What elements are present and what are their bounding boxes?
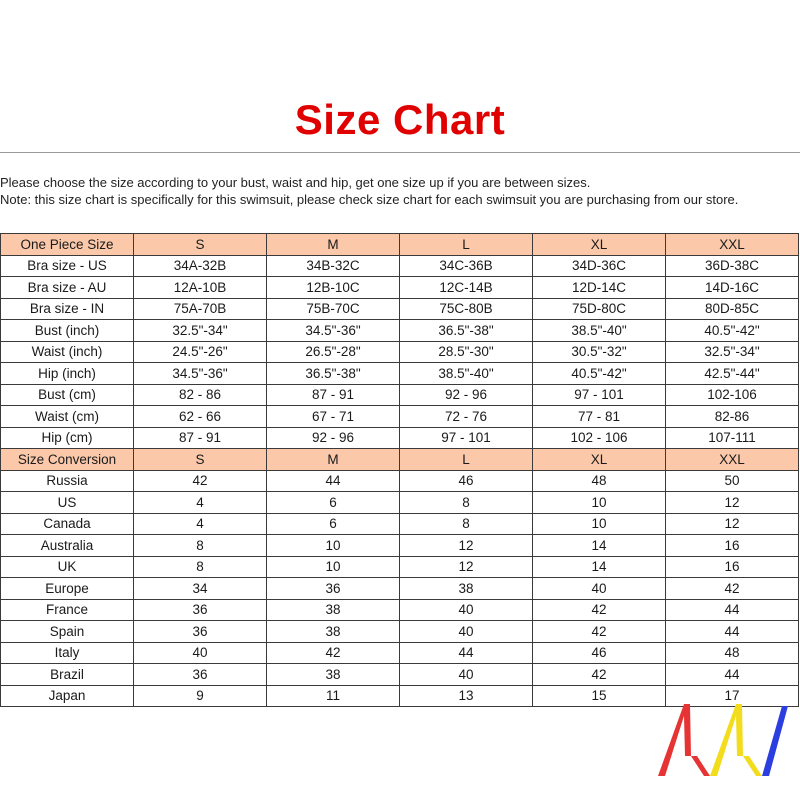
table-cell: 40 xyxy=(400,664,533,686)
note-line-2: Note: this size chart is specifically for this swimsuit, please check size chart for each swimsuit you are purchasing from our store. xyxy=(0,192,739,207)
row-label-cell: Italy xyxy=(1,642,134,664)
table-cell: 32.5"-34" xyxy=(134,320,267,342)
row-label-cell: Canada xyxy=(1,513,134,535)
table-row xyxy=(1,320,799,342)
table-cell: 34B-32C xyxy=(267,255,400,277)
zigzag-logo-icon xyxy=(654,698,790,782)
table-row xyxy=(1,341,799,363)
table-cell: 36D-38C xyxy=(666,255,799,277)
table-cell: 72 - 76 xyxy=(400,406,533,428)
title-divider xyxy=(0,152,800,153)
table-cell: 50 xyxy=(666,470,799,492)
logo-red-tail xyxy=(691,756,710,776)
table-cell: 38 xyxy=(267,664,400,686)
table-cell: 44 xyxy=(666,621,799,643)
logo-yellow-tail xyxy=(743,756,762,776)
table-cell: 10 xyxy=(267,556,400,578)
table-cell: 40 xyxy=(533,578,666,600)
table-cell: 38 xyxy=(267,621,400,643)
size-header-cell: S xyxy=(134,449,267,471)
logo-blue-stroke xyxy=(762,706,788,776)
table-cell: 12D-14C xyxy=(533,277,666,299)
table-cell: 8 xyxy=(134,535,267,557)
row-label-cell: Bra size - US xyxy=(1,255,134,277)
table-cell: 8 xyxy=(400,492,533,514)
table-row xyxy=(1,492,799,514)
size-header-cell: M xyxy=(267,449,400,471)
size-chart-table xyxy=(0,233,799,707)
table-cell: 97 - 101 xyxy=(400,427,533,449)
table-cell: 24.5"-26" xyxy=(134,341,267,363)
table-cell: 15 xyxy=(533,685,666,707)
table-cell: 48 xyxy=(533,470,666,492)
table-row xyxy=(1,406,799,428)
table-cell: 40 xyxy=(400,599,533,621)
instruction-line-1: Please choose the size according to your bust, waist and hip, get one size up if you are between sizes. xyxy=(0,175,591,190)
table-cell: 102-106 xyxy=(666,384,799,406)
table-cell: 34.5"-36" xyxy=(134,363,267,385)
table-row xyxy=(1,599,799,621)
table-cell: 34C-36B xyxy=(400,255,533,277)
table-row xyxy=(1,363,799,385)
table-cell: 38 xyxy=(267,599,400,621)
size-header-cell: L xyxy=(400,234,533,256)
table-cell: 17 xyxy=(666,685,799,707)
row-label-cell: Bra size - IN xyxy=(1,298,134,320)
table-cell: 12 xyxy=(400,535,533,557)
table-cell: 30.5"-32" xyxy=(533,341,666,363)
row-label-cell: Waist (inch) xyxy=(1,341,134,363)
row-label-cell: Waist (cm) xyxy=(1,406,134,428)
table-cell: 8 xyxy=(400,513,533,535)
table-cell: 38 xyxy=(400,578,533,600)
table-cell: 48 xyxy=(666,642,799,664)
table-cell: 107-111 xyxy=(666,427,799,449)
table-row xyxy=(1,255,799,277)
table-cell: 8 xyxy=(134,556,267,578)
table-cell: 44 xyxy=(400,642,533,664)
table-cell: 42 xyxy=(533,664,666,686)
page-title: Size Chart xyxy=(294,96,506,143)
table-cell: 40 xyxy=(400,621,533,643)
table-cell: 34D-36C xyxy=(533,255,666,277)
table-cell: 75C-80B xyxy=(400,298,533,320)
size-chart-body xyxy=(1,234,799,707)
table-cell: 42 xyxy=(533,621,666,643)
size-header-cell: XL xyxy=(533,234,666,256)
table-cell: 82 - 86 xyxy=(134,384,267,406)
table-cell: 40 xyxy=(134,642,267,664)
table-cell: 42 xyxy=(533,599,666,621)
table-cell: 4 xyxy=(134,513,267,535)
header-label-cell: One Piece Size xyxy=(1,234,134,256)
table-row xyxy=(1,556,799,578)
row-label-cell: Bra size - AU xyxy=(1,277,134,299)
table-cell: 67 - 71 xyxy=(267,406,400,428)
table-cell: 36.5"-38" xyxy=(400,320,533,342)
size-header-cell: S xyxy=(134,234,267,256)
table-cell: 102 - 106 xyxy=(533,427,666,449)
table-cell: 87 - 91 xyxy=(267,384,400,406)
row-label-cell: Hip (inch) xyxy=(1,363,134,385)
table-cell: 34.5"-36" xyxy=(267,320,400,342)
table-cell: 42 xyxy=(134,470,267,492)
table-cell: 14D-16C xyxy=(666,277,799,299)
table-cell: 40.5"-42" xyxy=(533,363,666,385)
row-label-cell: Europe xyxy=(1,578,134,600)
size-header-row xyxy=(1,234,799,256)
table-cell: 36.5"-38" xyxy=(267,363,400,385)
table-cell: 12 xyxy=(666,492,799,514)
table-cell: 44 xyxy=(267,470,400,492)
row-label-cell: UK xyxy=(1,556,134,578)
row-label-cell: Russia xyxy=(1,470,134,492)
instructions xyxy=(0,174,800,208)
table-cell: 14 xyxy=(533,556,666,578)
row-label-cell: France xyxy=(1,599,134,621)
table-row xyxy=(1,535,799,557)
header-label-cell: Size Conversion xyxy=(1,449,134,471)
table-cell: 46 xyxy=(400,470,533,492)
row-label-cell: Brazil xyxy=(1,664,134,686)
table-cell: 36 xyxy=(267,578,400,600)
table-row xyxy=(1,427,799,449)
table-cell: 10 xyxy=(267,535,400,557)
table-row xyxy=(1,298,799,320)
table-cell: 6 xyxy=(267,492,400,514)
row-label-cell: Spain xyxy=(1,621,134,643)
table-cell: 40.5"-42" xyxy=(666,320,799,342)
table-row xyxy=(1,513,799,535)
size-header-cell: XL xyxy=(533,449,666,471)
table-cell: 38.5"-40" xyxy=(400,363,533,385)
row-label-cell: US xyxy=(1,492,134,514)
table-cell: 36 xyxy=(134,621,267,643)
table-cell: 32.5"-34" xyxy=(666,341,799,363)
conversion-header-row xyxy=(1,449,799,471)
row-label-cell: Australia xyxy=(1,535,134,557)
table-cell: 42 xyxy=(666,578,799,600)
table-cell: 34 xyxy=(134,578,267,600)
table-cell: 12C-14B xyxy=(400,277,533,299)
table-cell: 34A-32B xyxy=(134,255,267,277)
table-cell: 12 xyxy=(666,513,799,535)
table-cell: 36 xyxy=(134,599,267,621)
table-cell: 46 xyxy=(533,642,666,664)
table-cell: 75B-70C xyxy=(267,298,400,320)
table-cell: 9 xyxy=(134,685,267,707)
table-cell: 75D-80C xyxy=(533,298,666,320)
table-cell: 6 xyxy=(267,513,400,535)
table-cell: 42 xyxy=(267,642,400,664)
table-cell: 12B-10C xyxy=(267,277,400,299)
table-cell: 92 - 96 xyxy=(400,384,533,406)
table-cell: 44 xyxy=(666,599,799,621)
table-cell: 44 xyxy=(666,664,799,686)
table-cell: 62 - 66 xyxy=(134,406,267,428)
table-row xyxy=(1,578,799,600)
table-cell: 28.5"-30" xyxy=(400,341,533,363)
table-cell: 80D-85C xyxy=(666,298,799,320)
table-cell: 38.5"-40" xyxy=(533,320,666,342)
table-cell: 75A-70B xyxy=(134,298,267,320)
table-cell: 13 xyxy=(400,685,533,707)
table-cell: 26.5"-28" xyxy=(267,341,400,363)
table-cell: 97 - 101 xyxy=(533,384,666,406)
table-row xyxy=(1,384,799,406)
table-cell: 16 xyxy=(666,556,799,578)
logo-red-stroke xyxy=(658,704,691,776)
logo-yellow-stroke xyxy=(710,704,743,776)
table-cell: 77 - 81 xyxy=(533,406,666,428)
table-cell: 42.5"-44" xyxy=(666,363,799,385)
table-cell: 10 xyxy=(533,492,666,514)
size-header-cell: XXL xyxy=(666,449,799,471)
table-cell: 36 xyxy=(134,664,267,686)
table-row xyxy=(1,664,799,686)
table-cell: 12 xyxy=(400,556,533,578)
size-header-cell: M xyxy=(267,234,400,256)
table-row xyxy=(1,642,799,664)
table-row xyxy=(1,470,799,492)
table-cell: 12A-10B xyxy=(134,277,267,299)
table-cell: 82-86 xyxy=(666,406,799,428)
table-cell: 14 xyxy=(533,535,666,557)
size-header-cell: L xyxy=(400,449,533,471)
size-header-cell: XXL xyxy=(666,234,799,256)
table-row xyxy=(1,621,799,643)
row-label-cell: Hip (cm) xyxy=(1,427,134,449)
table-cell: 92 - 96 xyxy=(267,427,400,449)
table-cell: 16 xyxy=(666,535,799,557)
table-cell: 10 xyxy=(533,513,666,535)
row-label-cell: Bust (cm) xyxy=(1,384,134,406)
table-row xyxy=(1,277,799,299)
row-label-cell: Bust (inch) xyxy=(1,320,134,342)
table-cell: 87 - 91 xyxy=(134,427,267,449)
row-label-cell: Japan xyxy=(1,685,134,707)
table-cell: 4 xyxy=(134,492,267,514)
table-cell: 11 xyxy=(267,685,400,707)
